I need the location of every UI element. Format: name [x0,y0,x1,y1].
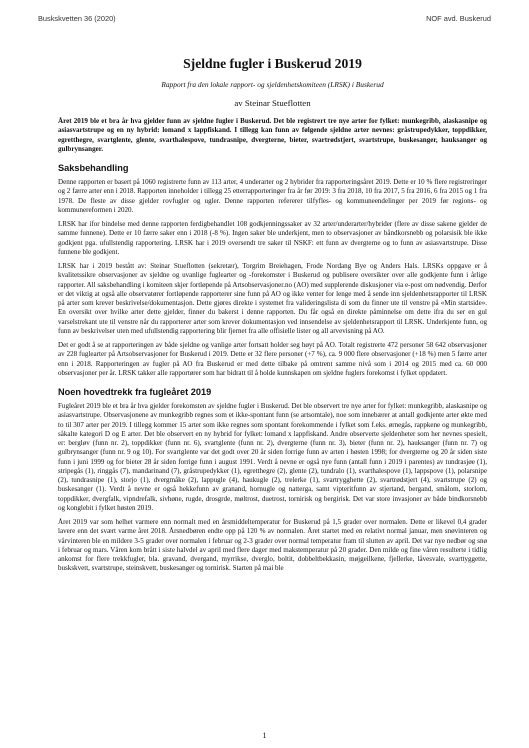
section-heading-saksbehandling: Saksbehandling [58,163,129,173]
journal-issue: Buskskvetten 36 (2020) [38,14,116,23]
section1-paragraph: LRSK har i 2019 bestått av: Steinar Stueflotten (sekretær), Torgrim Breiehagen, Frode Nordang Bye og Anders Hals. LRSKs oppgave er å kvalitetssikre observasjoner av sjeldne og uvanlige fuglearter og -forekomster i Buskerud og publisere oversikter over alle godkjente funn i årlige rapporter. All saksbehandling i komiteen skjer fortløpende på Artsobservasjoner.no (AO) med supplerende diskusjoner via e-post om nødvendig. Derfor er det viktig at også alle observatører fortløpende rapporterer sine funn på AO og ikke venter for lenge med å sende inn sjeldenhetsrapporter til LRSK på arter som krever beskrivelse/dokumentasjon. Dette gjøres direkte i systemet fra valideringslista di som du finner ute til venstre på «Min startside». En oversikt over hvilke arter dette gjelder, finner du bakerst i denne rapporten. Du får også en direkte påminnelse om dette ifra du ser en gul varselstrekant ute til venstre når du rapporterer arter som krever dokumentasjon ved innsendelse av sjeldenhetsrapport til LRSK. Underkjente funn, og funn av beskrivelser uten med ufullstendig rapportering blir fjernet fra alle offisielle lister og all arvevisning på AO. [58,262,487,335]
article-title: Sjeldne fugler i Buskerud 2019 [183,56,362,71]
section1-paragraph: LRSK har ifor bindelse med denne rapporten ferdigbehandlet 108 godkjenningssaker av 32 arter/underarter/hybrider (flere av disse sakene gjelder de samme funnene). Dette er 10 færre saker enn i 2018 (-8 %). Ingen saker ble underkjent, men to observasjoner av båndkorsnebb og polarsisik ble ikke godkjent pga. ufullstendig rapportering. LRSK har i 2019 oversendt tre saker til NSKF: ett funn av dvergterne og to funn av asiasvartstrupe. Disse funnene ble godkjent. [58,220,487,256]
lead-paragraph: Året 2019 ble et bra år hva gjelder funn av sjeldne fugler i Buskerud. Det ble registrert tre nye arter for fylket: munkegribb, alaskasnipe og asiasvartstrupe og en ny hybrid: lomand x lappfiskand. I tillegg kan funn av følgende sjeldne arter nevnes: gråstrupedykker, toppdikker, egretthegre, svartglente, glente, svarthalespove, tundrasnipe, dvergterne, bieter, svartrødstjert, svartstrupe, buskesanger, hauksanger og gulbrynsanger. [58,117,487,153]
article-author: av Steinar Stueflotten [234,98,311,108]
page-number: 1 [262,731,267,740]
section2-paragraph: Året 2019 var som helhet varmere enn normalt med en årsmiddeltemperatur for Buskerud på 1,5 grader over normalen. Dette er likevel 0,4 grader lavere enn det svært varme året 2018. Årsnedbøren endte opp på 120 % av normalen. Året startet med en relativt normal januar, men snøvinteren og vårvinteren ble en mildere 3-5 grader over normalen i februar og 2-3 grader over normal temperatur fram til slutten av april. Det var nye nedbør og snø i februar og mars. Våren kom brått i siste halvdel av april med flere dager med makstemperatur på 20 grader. Den milde og fine våren resulterte i tidlig ankomst for flere trekkfugler, bla. gravand, dvergand, myrrikse, dverglo, boltit, dobbeltbekkasin, møjgeilkene, fjellerke, låvesvale, svarttyggette, buskskvett, svartstrupe, steinskvett, buskesanger og tornirisk. Starten på mai ble [58,518,487,573]
article-subtitle: Rapport fra den lokale rapport- og sjeldenhetskomiteen (LRSK) i Buskerud [161,80,384,89]
section1-paragraph: Det er godt å se at rapporteringen av både sjeldne og vanlige arter fortsatt holder seg høyt på AO. Totalt registrerte 472 personer 58 642 observasjoner av 228 fuglearter på Artsobservasjoner for Buskerud i 2019. Dette er 32 flere personer (+7 %), ca. 9 000 flere observasjoner (+18 %) men 5 færre arter enn i 2018. Rapporteringen av fugler på AO fra Buskerud er med dette tilbake på omtrent samme nivå som i 2014 og 2015 med ca. 60 000 observasjoner per år. LRSK takker alle rapportører som har bidratt til å holde kunnskapen om sjeldne fuglers forekomst i fylket oppdatert. [58,341,487,377]
section1-paragraph: Denne rapporten er basert på 1060 registrerte funn av 113 arter, 4 underarter og 2 hybrider fra rapporteringsåret 2019. Dette er 10 % flere registreringer og 2 færre arter enn i 2018. Rapporten inneholder i tillegg 25 etterrapporteringer fra år før 2019: 3 fra 2018, 10 fra 2017, 5 fra 2016, 6 fra 2015 og 1 fra 1978. De fleste av disse gjelder rovfugler og ugler. Denne rapporten refererer tilfyfles- og kommuneendelinger per 2019 før regions- og kommunereformen i 2020. [58,178,487,214]
publisher: NOF avd. Buskerud [426,14,491,23]
running-header [38,14,491,26]
section-heading-hovedtrekk: Noen hovedtrekk fra fugleåret 2019 [58,387,212,397]
article [58,56,487,579]
section2-paragraph: Fugleåret 2019 ble et bra år hva gjelder forekomsten av sjeldne fugler i Buskerud. Det ble observert tre nye arter for fylket: munkegribb, alaskasnipe og asiasvartstrupe. Observasjonene av munkegribb regnes som et ikke-spontant funn (se artsomtale), noe som innebærer at antall godkjente arter økte med to til 307 arter per 2019. I tillegg kommer 15 arter som ikke regnes som spontant forekommende i fylket som f.eks. ørnegås, rappkene og munkegribb, såkalte kategori D og E arter. Det ble observert en ny hybrid for fylket: lomand x lappfiskand. Andre observerte sjeldenheter som her nevnes spesielt, er: bergløv (funn nr. 2), toppdikker (funn nr. 6), svartglente (funn nr. 2), dvergterne (funn nr. 3), bieter (funn nr. 2), hauksanger (funn nr. 7) og gulbrynsanger (funn nr. 9 og 10). For svartglente var det godt over 20 år siden forrige funn av arten i høsten 1998; for dvergterne og 20 år siden siste funn i juni 1999 og for bieter 28 år siden forrige funn i august 1991. Verdt å nevne er også nye funn (antall funn i 2019 i parentes) av tundrasjøe (1), stripegås (1), ringgås (7), mandarinand (7), gråstrupedykker (1), egretthegre (2), glente (2), tundralo (1), svarthalespove (1), lappspove (1), polarsnipe (2), tundrasnipe (1), storjo (1), dvergmåke (2), lappugle (4), haukugle (2), trelerke (1), svartrygghette (2), svartrødstjert (4), svartstrupe (2) og buskesanger (1). Verdt å nevne er også hekkefunn av granand, hornugle og natterga, samt vipteritfunn av stjertand, bergand, smålom, storlom, toppdikker, dvergfalk, vipndrefalk, sivhøne, rugde, drosgrde, møltrost, duetrost, tornirisk og bergirisk. Det var store invasjoner av både bindkorsnebb og konglebit i fylket høsten 2019. [58,402,487,512]
